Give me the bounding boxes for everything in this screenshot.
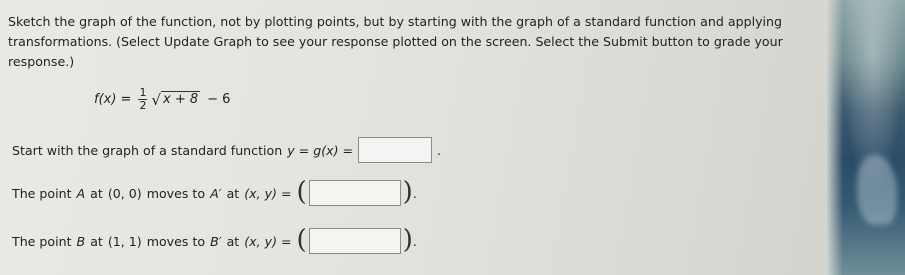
point-b-open-paren: ( xyxy=(296,224,307,255)
formula-fraction xyxy=(138,87,147,112)
point-a-at2: at xyxy=(226,185,240,201)
point-b-prime-label: B′ xyxy=(210,233,222,249)
point-b-xy: (x, y) = xyxy=(244,233,292,249)
point-b-at2: at xyxy=(226,233,240,249)
point-a-close-paren: ) xyxy=(402,176,413,207)
standard-function-period: . xyxy=(437,142,442,158)
point-b-prefix: The point xyxy=(12,233,72,249)
point-a-coords: (0, 0) xyxy=(107,185,142,201)
point-b-close-paren: ) xyxy=(402,224,413,255)
point-b-moves-to: moves to xyxy=(146,233,206,249)
point-a-moves-to: moves to xyxy=(146,185,206,201)
point-a-prime-label: A′ xyxy=(210,185,222,201)
point-b-row xyxy=(12,224,417,255)
function-formula xyxy=(94,82,230,116)
point-a-input[interactable] xyxy=(309,180,401,206)
fraction-denominator: 2 xyxy=(139,98,147,112)
point-a-at: at xyxy=(90,185,103,201)
point-a-period: . xyxy=(412,185,417,201)
radicand: x + 8 xyxy=(163,91,199,107)
point-a-row xyxy=(12,176,417,207)
instructions-text: Sketch the graph of the function, not by plotting points, but by starting with the graph of a standard function and applying transformations. (Select Update Graph to see your response plotted on the screen. Select the Submit button to grade your response.) xyxy=(8,14,783,69)
standard-function-math: y = g(x) = xyxy=(287,142,354,158)
point-a-open-paren: ( xyxy=(296,176,307,207)
point-b-input[interactable] xyxy=(309,228,401,254)
fraction-numerator: 1 xyxy=(139,85,147,99)
formula-tail: − 6 xyxy=(207,91,231,107)
formula-lhs: f(x) = xyxy=(94,91,132,107)
point-a-label: A xyxy=(76,185,86,201)
point-b-label: B xyxy=(76,233,86,249)
point-b-at: at xyxy=(90,233,103,249)
square-root xyxy=(151,91,200,108)
radical-sign: √ xyxy=(151,90,162,109)
point-b-period: . xyxy=(412,233,417,249)
point-a-xy: (x, y) = xyxy=(244,185,292,201)
standard-function-row xyxy=(12,137,441,163)
point-b-coords: (1, 1) xyxy=(107,233,142,249)
point-a-prefix: The point xyxy=(12,185,72,201)
background-photo xyxy=(825,0,905,275)
standard-function-input[interactable] xyxy=(358,137,432,163)
standard-function-label: Start with the graph of a standard function xyxy=(12,142,283,158)
